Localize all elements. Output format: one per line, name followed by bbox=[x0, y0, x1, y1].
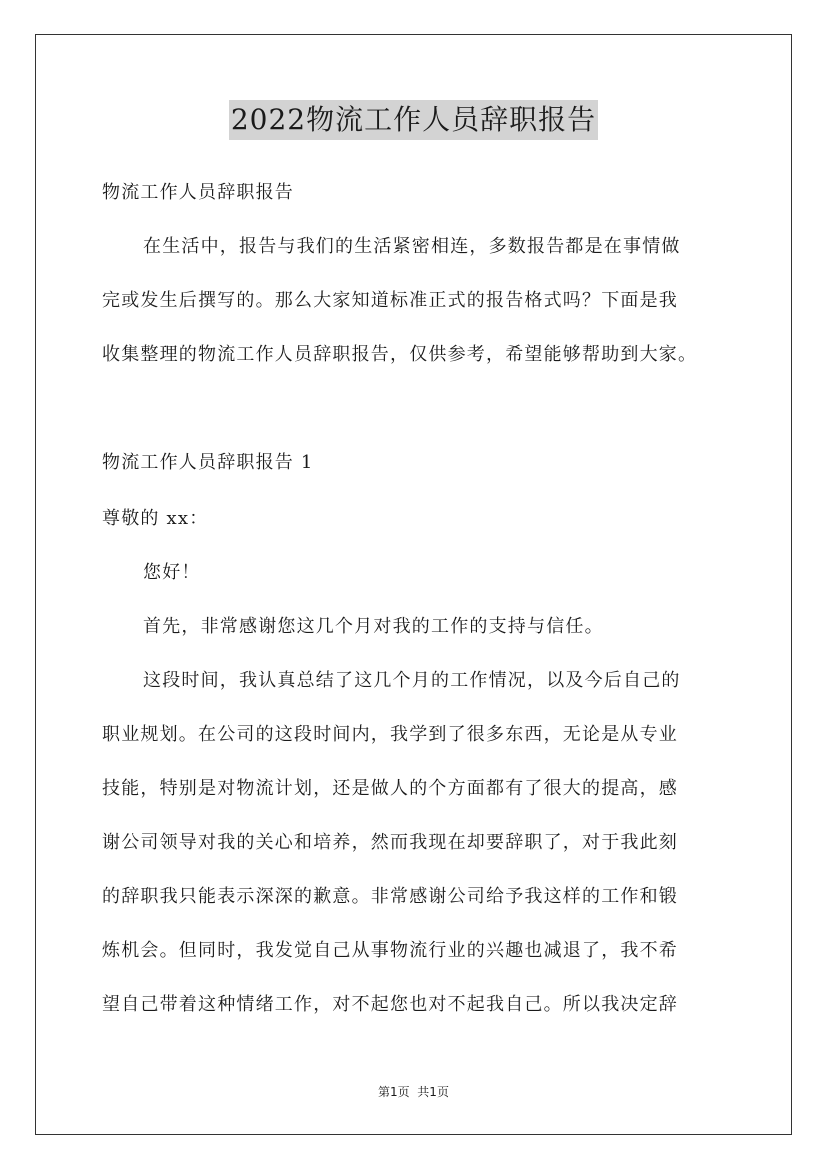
page-number: 第1页 共1页 bbox=[378, 1085, 449, 1099]
paragraph-2-line-6: 炼机会。但同时，我发觉自己从事物流行业的兴趣也减退了，我不希 bbox=[102, 940, 678, 961]
paragraph-2-line-2: 职业规划。在公司的这段时间内，我学到了很多东西，无论是从专业 bbox=[102, 724, 678, 745]
document-title: 2022物流工作人员辞职报告 bbox=[229, 100, 598, 140]
intro-line-1: 在生活中，报告与我们的生活紧密相连，多数报告都是在事情做 bbox=[143, 236, 681, 257]
intro-line-3: 收集整理的物流工作人员辞职报告，仅供参考，希望能够帮助到大家。 bbox=[102, 344, 698, 365]
paragraph-2-line-4: 谢公司领导对我的关心和培养，然而我现在却要辞职了，对于我此刻 bbox=[102, 832, 678, 853]
paragraph-2-line-7: 望自己带着这种情绪工作，对不起您也对不起我自己。所以我决定辞 bbox=[102, 994, 678, 1015]
salutation: 尊敬的 xx： bbox=[102, 508, 209, 529]
paragraph-2-line-5: 的辞职我只能表示深深的歉意。非常感谢公司给予我这样的工作和锻 bbox=[102, 886, 678, 907]
paragraph-2-line-1: 这段时间，我认真总结了这几个月的工作情况，以及今后自己的 bbox=[143, 670, 681, 691]
section-heading: 物流工作人员辞职报告 1 bbox=[102, 452, 314, 473]
intro-line-2: 完或发生后撰写的。那么大家知道标准正式的报告格式吗？下面是我 bbox=[102, 290, 678, 311]
greeting: 您好！ bbox=[143, 562, 201, 583]
paragraph-2-line-3: 技能，特别是对物流计划，还是做人的个方面都有了很大的提高，感 bbox=[102, 778, 678, 799]
title-container bbox=[0, 100, 827, 140]
paragraph-1: 首先，非常感谢您这几个月对我的工作的支持与信任。 bbox=[143, 616, 604, 637]
document-subtitle: 物流工作人员辞职报告 bbox=[102, 182, 294, 203]
